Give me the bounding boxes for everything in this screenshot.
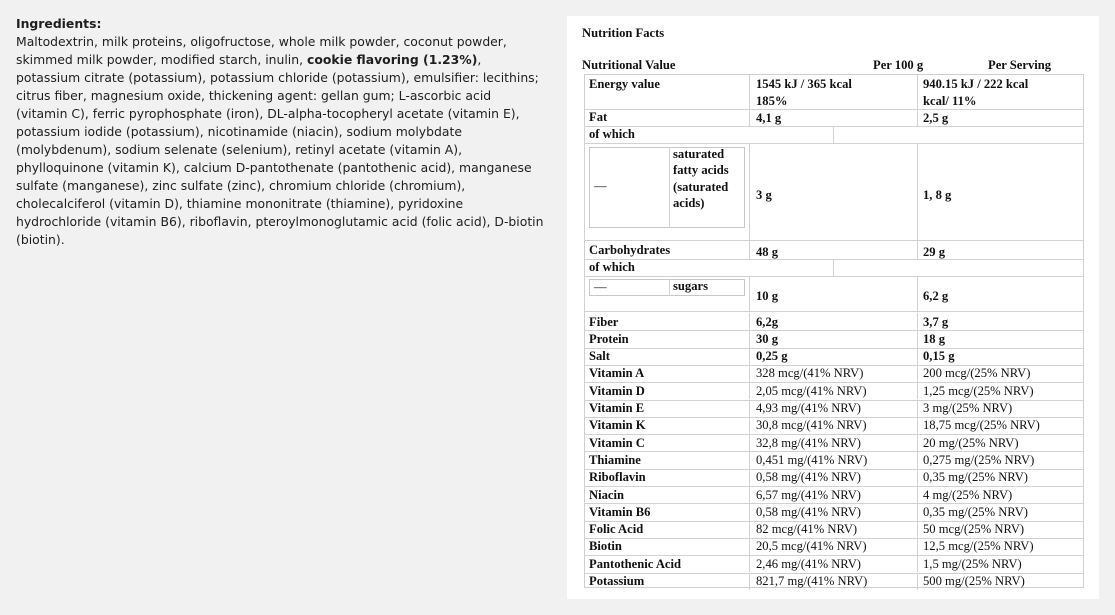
row-serving: 1,25 mcg/(25% NRV) [923, 383, 1034, 398]
row-label: Folic Acid [589, 522, 644, 537]
ingredients-text-part2: , potassium citrate (potassium), potassium chloride (potassium), emulsifier: lecithins; citrus fiber, magnesium oxide, thickening agent: gellan gum; L-ascorbic acid (vitamin C), ferric pyrophosphate (iron), DL-alpha-tocopheryl acetate (vitamin E), potassium iodide (potassium), nicotinamide (niacin), sodium molybdate (molybdenum), sodium selenate (selenium), retinyl acetate (vitamin A), phylloquinone (vitamin K), calcium D-pantothenate (pantothenic acid), manganese sulfate (manganese), zinc sulfate (zinc), chromium chloride (chromium), cholecalciferol (vitamin D), thiamine mononitrate (thiamine), pyridoxine hydrochloride (vitamin B6), riboflavin, pteroylmonoglutamic acid (folic acid), D-biotin (biotin). [16, 52, 544, 247]
ingredients-heading: Ingredients: [16, 16, 102, 31]
header-per-serving: Per Serving [988, 58, 1052, 72]
row-rule [584, 330, 1084, 347]
row-serving: 12,5 mcg/(25% NRV) [923, 539, 1034, 554]
row-col-rule-1 [749, 573, 750, 590]
row-col-rule-1 [749, 521, 750, 538]
row-serving: 18 g [923, 331, 946, 346]
sugars-col-rule-1 [749, 277, 750, 312]
row-col-rule-2 [917, 348, 918, 365]
row-serving: 0,35 mg/(25% NRV) [923, 504, 1028, 519]
of-which-1-rule [833, 126, 834, 144]
row-col-rule-2 [917, 521, 918, 538]
carbs-col-rule-1 [749, 241, 750, 259]
of-which-2-rule [833, 259, 834, 277]
ingredients-text-part1: Maltodextrin, milk proteins, oligofructose, whole milk powder, coconut powder, skimmed milk powder, modified starch, inulin, [16, 34, 507, 67]
row-rule-fat [584, 109, 1084, 126]
of-which-label-1: of which [589, 127, 635, 141]
row-col-rule-1 [749, 417, 750, 434]
fat-per100: 4,1 g [756, 111, 782, 125]
row-serving: 500 mg/(25% NRV) [923, 574, 1025, 588]
energy-per100-line1: 1545 kJ / 365 kcal [756, 77, 852, 91]
carbs-serving: 29 g [923, 245, 946, 259]
row-col-rule-1 [749, 434, 750, 451]
row-col-rule-1 [749, 486, 750, 503]
row-per100: 32,8 mg/(41% NRV) [756, 435, 861, 450]
saturated-dash: — [594, 179, 607, 193]
sugars-per100: 10 g [756, 289, 779, 303]
row-label: Vitamin K [589, 418, 646, 433]
saturated-col-rule-1 [749, 144, 750, 241]
energy-serving-line2: kcal/ 11% [923, 94, 977, 108]
row-col-rule-1 [749, 538, 750, 555]
saturated-col-rule-2 [917, 144, 918, 241]
energy-per100-line2: 185% [756, 94, 788, 108]
saturated-serving: 1, 8 g [923, 188, 952, 202]
row-rule [584, 313, 1084, 330]
row-label: Niacin [589, 487, 624, 502]
row-per100: 0,25 g [756, 349, 788, 364]
row-per100: 6,57 mg/(41% NRV) [756, 487, 861, 502]
ingredients-panel [16, 15, 546, 249]
row-per100: 30 g [756, 331, 779, 346]
row-serving: 0,35 mg/(25% NRV) [923, 470, 1028, 485]
carbs-per100: 48 g [756, 245, 779, 259]
row-label: Thiamine [589, 452, 641, 467]
row-label: Vitamin A [589, 366, 645, 381]
nutrition-title: Nutrition Facts [582, 26, 665, 40]
energy-label: Energy value [589, 77, 661, 91]
row-serving: 0,15 g [923, 349, 955, 364]
row-label: Biotin [589, 539, 622, 554]
row-col-rule-2 [917, 469, 918, 486]
row-col-rule-2 [917, 538, 918, 555]
fat-label: Fat [589, 110, 608, 124]
row-col-rule-2 [917, 382, 918, 399]
row-serving: 200 mcg/(25% NRV) [923, 366, 1031, 381]
row-serving: 1,5 mg/(25% NRV) [923, 556, 1022, 571]
sugars-dash: — [594, 280, 607, 294]
row-per100: 328 mcg/(41% NRV) [756, 366, 864, 381]
row-label: Salt [589, 349, 610, 364]
row-col-rule-2 [917, 434, 918, 451]
row-serving: 4 mg/(25% NRV) [923, 487, 1013, 502]
row-per100: 0,451 mg/(41% NRV) [756, 452, 868, 467]
row-col-rule-2 [917, 365, 918, 382]
row-per100: 0,58 mg/(41% NRV) [756, 470, 861, 485]
saturated-per100: 3 g [756, 188, 772, 202]
sugars-label: sugars [673, 279, 708, 293]
row-serving: 50 mcg/(25% NRV) [923, 522, 1025, 537]
ingredients-text [16, 33, 546, 249]
sugars-inner-rule [669, 279, 670, 296]
nutrition-facts-card [567, 16, 1099, 599]
row-col-rule-1 [749, 469, 750, 486]
carbs-label: Carbohydrates [589, 243, 671, 257]
row-per100: 0,58 mg/(41% NRV) [756, 504, 861, 519]
row-col-rule-2 [917, 330, 918, 347]
row-per100: 82 mcg/(41% NRV) [756, 522, 858, 537]
row-col-rule-1 [749, 503, 750, 520]
row-label: Vitamin B6 [589, 504, 651, 519]
of-which-row-1 [584, 126, 1084, 144]
row-col-rule-1 [749, 400, 750, 417]
energy-serving-line1: 940.15 kJ / 222 kcal [923, 77, 1029, 91]
saturated-inner-rule [669, 147, 670, 228]
row-label: Vitamin D [589, 383, 645, 398]
row-col-rule-1 [749, 555, 750, 572]
row-label: Vitamin C [589, 435, 645, 450]
row-serving: 0,275 mg/(25% NRV) [923, 452, 1035, 467]
row-per100: 20,5 mcg/(41% NRV) [756, 539, 867, 554]
row-col-rule-1 [749, 382, 750, 399]
sugars-inner-box [589, 279, 745, 296]
row-label: Riboflavin [589, 470, 646, 485]
of-which-label-2: of which [589, 260, 635, 274]
header-nutritional-value: Nutritional Value [582, 58, 676, 72]
fat-serving: 2,5 g [923, 111, 949, 125]
row-per100: 30,8 mcg/(41% NRV) [756, 418, 867, 433]
row-col-rule-1 [749, 365, 750, 382]
of-which-row-2 [584, 259, 1084, 277]
row-label: Potassium [589, 574, 645, 588]
row-serving: 20 mg/(25% NRV) [923, 435, 1019, 450]
row-label: Protein [589, 331, 629, 346]
row-label: Fiber [589, 314, 619, 329]
row-col-rule-1 [749, 451, 750, 468]
header-per-100g: Per 100 g [873, 58, 924, 72]
row-serving: 3 mg/(25% NRV) [923, 401, 1013, 415]
row-label: Vitamin E [589, 401, 645, 415]
row-per100: 821,7 mg/(41% NRV) [756, 574, 868, 588]
row-col-rule-1 [749, 330, 750, 347]
row-col-rule-2 [917, 313, 918, 330]
row-per100: 4,93 mg/(41% NRV) [756, 401, 861, 415]
row-rule [584, 348, 1084, 365]
row-col-rule-2 [917, 573, 918, 590]
row-col-rule-1 [749, 348, 750, 365]
row-serving: 3,7 g [923, 314, 949, 329]
sugars-col-rule-2 [917, 277, 918, 312]
row-col-rule-2 [917, 503, 918, 520]
row-per100: 2,05 mcg/(41% NRV) [756, 383, 867, 398]
row-serving: 18,75 mcg/(25% NRV) [923, 418, 1040, 433]
row-col-rule-1 [749, 313, 750, 330]
row-per100: 6,2g [756, 314, 779, 329]
row-col-rule-2 [917, 555, 918, 572]
row-col-rule-2 [917, 486, 918, 503]
row-col-rule-2 [917, 451, 918, 468]
sugars-serving: 6,2 g [923, 289, 949, 303]
ingredients-highlight: cookie flavoring (1.23%) [306, 52, 478, 67]
row-col-rule-2 [917, 400, 918, 417]
row-per100: 2,46 mg/(41% NRV) [756, 556, 861, 571]
carbs-col-rule-2 [917, 241, 918, 259]
saturated-label: saturated fatty acids (saturated acids) [673, 147, 729, 211]
row-col-rule-2 [917, 417, 918, 434]
row-label: Pantothenic Acid [589, 556, 682, 571]
